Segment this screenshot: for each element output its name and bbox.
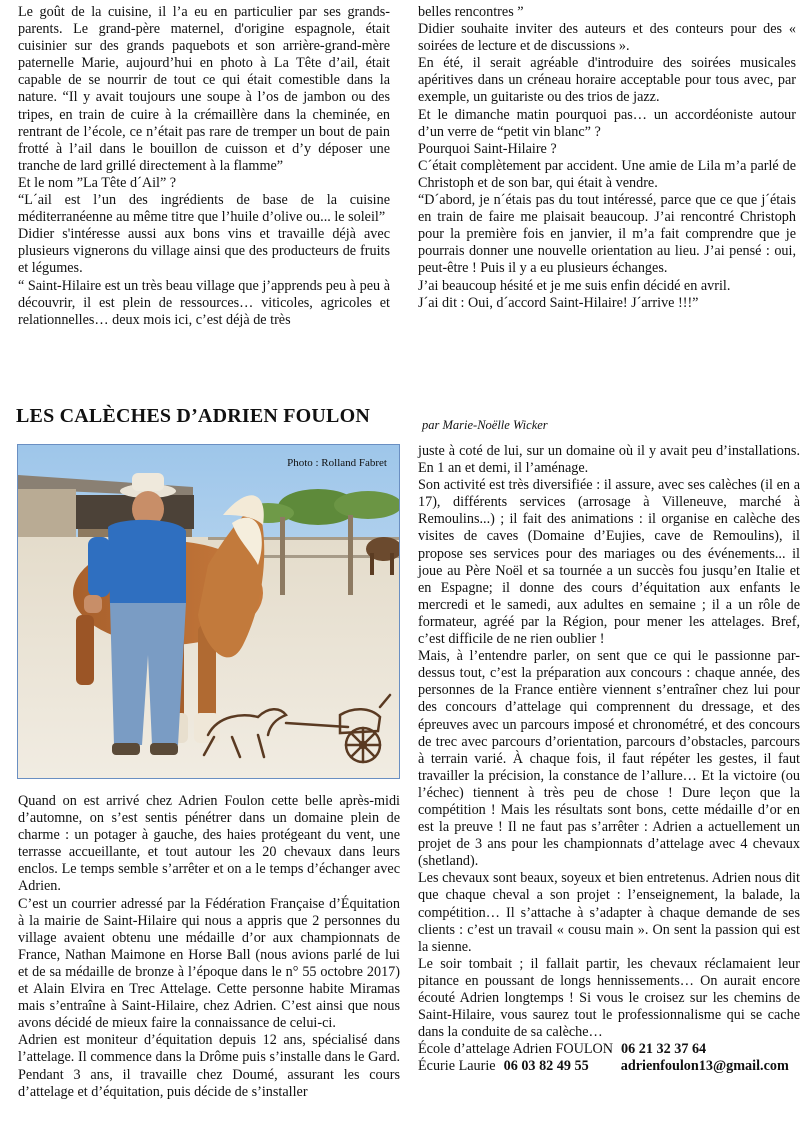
article-byline: par Marie-Noëlle Wicker	[422, 418, 548, 432]
paragraph: Didier s'intéresse aussi aux bons vins et travaille déjà avec plusieurs vignerons du village ainsi que des producteurs de fruits et légumes.	[18, 226, 390, 277]
paragraph: Le goût de la cuisine, il l’a eu en particulier par ses grands-parents. Le grand-père maternel, d'origine espagnole, était cuisinier sur des grands paquebots et son arrière-grand-mère paternelle Marie, aujourd’hui en photo à La Tête d’ail, était capable de se nourrir de tout ce qui était comestible dans la nature. “Il y avait toujours une soupe à l’os de jambon ou des tripes, en train de cuire à la crémaillère dans la cheminée, en rentrant de l’école, ce n’était pas rare de tremper un bout de pain frotté à l’ail dans le bouillon de cuisson et d’y déposer une tranche de lard grillé directement à la flamme”	[18, 4, 390, 174]
paragraph: C’est un courrier adressé par la Fédération Française d’Équitation à la mairie de Saint-Hilaire qui nous a appris que 2 personnes du village avaient obtenu une médaille d’or aux championnats de France, Nathan Maimone en Horse Ball (nous avions parlé de lui et de sa médaille de bronze à l’époque dans le n° 55 octobre 2017) et Alain Elvira en Trec Attelage. Cette personne habite Miramas mais s’entraîne à Saint-Hilaire, chez Adrien. C’est ainsi que nous avons décidé de mieux faire la connaissance de celui-ci.	[18, 895, 400, 1032]
paragraph: Adrien est moniteur d’équitation depuis 12 ans, spécialisé dans l’attelage. Il commence dans la Drôme puis s’installe dans le Gard. Pendant 3 ans, il travaille chez Doumé, assurant les cours d’attelage et d’équitation, puis décide de s’installer	[18, 1032, 400, 1100]
paragraph: C´était complètement par accident. Une amie de Lila m’a parlé de Christoph et de son bar, qui était à vendre.	[418, 157, 796, 191]
paragraph: Son activité est très diversifiée : il assure, avec ses calèches (il en a 17), différents services (arrosage à Villeneuve, marché à Remoulins...) ; il fait des animations : il organise en calèche des visites de caves (Domaine d’Eujies, cave de Remoulins), il propose ses services pour des mariages ou des événements... il joue au Père Noël et sa tournée a un succès fou jusqu’en Italie et en Espagne; il donne des cours d’équitation aux enfants le mercredi et le samedi, aux adultes en semaine ; il a un rôle de formateur, agréé par la Région, pour mener les attelages. Bref, c’est difficile de ne rien oublier !	[418, 477, 800, 648]
previous-article-left-column	[18, 4, 390, 329]
paragraph: Et le dimanche matin pourquoi pas… un accordéoniste autour d’un verre de “petit vin blanc” ?	[418, 106, 796, 140]
article-title: LES CALÈCHES D’ADRIEN FOULON	[16, 405, 370, 427]
paragraph: Quand on est arrivé chez Adrien Foulon cette belle après-midi d’automne, on s’est sentis pénétrer dans un domaine plein de charme : un potager à gauche, des haies protégeant du vent, une terrasse accueillante, et tout autour les 20 chevaux dans leurs enclos. Le temps semble s’arrêter et on a le temps d’échanger avec Adrien.	[18, 793, 400, 895]
contact-line-school	[418, 1041, 800, 1058]
paragraph: “L´ail est l’un des ingrédients de base de la cuisine méditerranéenne au même titre que l’huile d’olive ou... le soleil”	[18, 192, 390, 226]
paragraph: J´ai dit : Oui, d´accord Saint-Hilaire! J´arrive !!!”	[418, 294, 699, 311]
school-label: École d’attelage Adrien FOULON	[418, 1041, 614, 1058]
contact-email: adrienfoulon13@gmail.com	[620, 1058, 789, 1075]
article-photo	[17, 444, 400, 779]
paragraph: belles rencontres ”	[418, 4, 524, 20]
photo-illustration	[18, 445, 399, 778]
paragraph: Didier souhaite inviter des auteurs et des conteurs pour des « soirées de lecture et de discussions ».	[418, 21, 796, 55]
article-left-column	[18, 793, 400, 1101]
contact-line-stable	[418, 1058, 800, 1075]
paragraph: “D´abord, je n´étais pas du tout intéressé, parce que ce que j´étais en train de faire me plaisait beaucoup. J’ai rencontré Christoph pour la première fois en janvier, il m’a fait comprendre que je pourrais donner une nouvelle orientation au lieu. J’ai pensé : oui, peut-être ! Puis il y a eu plusieurs échanges.	[418, 192, 796, 277]
photo-credit: Photo : Rolland Fabret	[287, 457, 387, 469]
paragraph: J’ai beaucoup hésité et je me suis enfin décidé en avril.	[418, 277, 731, 294]
stable-label: Écurie Laurie	[418, 1058, 496, 1075]
previous-article-right-column	[418, 4, 796, 312]
stable-phone: 06 03 82 49 55	[503, 1058, 589, 1075]
paragraph: En été, il serait agréable d'introduire des soirées musicales apéritives dans un créneau horaire acceptable pour tous avec, par exemple, un guitariste ou des trios de jazz.	[418, 55, 796, 106]
paragraph: juste à coté de lui, sur un domaine où il y avait peu d’installations. En 1 an et demi, il l’aménage.	[418, 443, 800, 477]
article-right-column	[418, 443, 800, 1075]
paragraph: Le soir tombait ; il fallait partir, les chevaux réclamaient leur pitance en poussant de longs hennissements… On aurait encore écouté Adrien longtemps ! Si vous le croisez sur les chemins de Saint-Hilaire, vous saurez tout le professionnalisme qui se cache dans la conduite de sa calèche…	[418, 955, 800, 1041]
paragraph: Et le nom ”La Tête d´Ail” ?	[18, 174, 177, 191]
paragraph: Les chevaux sont beaux, soyeux et bien entretenus. Adrien nous dit que chaque cheval a son projet : l’enseignement, la balade, la compétition… Il s’attache à s’adapter à chaque demande de ses clients : c’est un travail « cousu main ». On sent la passion qui est la sienne.	[418, 870, 800, 955]
paragraph: Pourquoi Saint-Hilaire ?	[418, 140, 557, 157]
school-phone: 06 21 32 37 64	[621, 1041, 707, 1058]
paragraph: “ Saint-Hilaire est un très beau village que j’apprends peu à peu à découvrir, il est plein de ressources… viticoles, agricoles et relationnelles… deux mois ici, c’est déjà de très	[18, 277, 390, 328]
paragraph: Mais, à l’entendre parler, on sent que ce qui le passionne par-dessus tout, c’est la préparation aux concours : chaque année, des personnes de la France entière viennent s’entraîner chez lui pour des concours d’attelage qui comprennent du dressage, et des épreuves avec un parcours imposé et chronométré, et des concours de trec avec parcours d’orientation, parcours d’obstacles, parcours à terrain varié. À chaque fois, il faut répéter les gestes, il faut travailler la précision, la constance de l’allure… Et la victoire (ou l’échec) tiennent à très peu de chose ! Dure leçon que la compétition ! Mais les résultats sont bons, cette médaille d’or en est la preuve ! Il ne faut pas s’arrêter : Adrien a actuellement un projet de 3 ans pour les championnats d’attelage avec 4 chevaux (shetland).	[418, 648, 800, 870]
